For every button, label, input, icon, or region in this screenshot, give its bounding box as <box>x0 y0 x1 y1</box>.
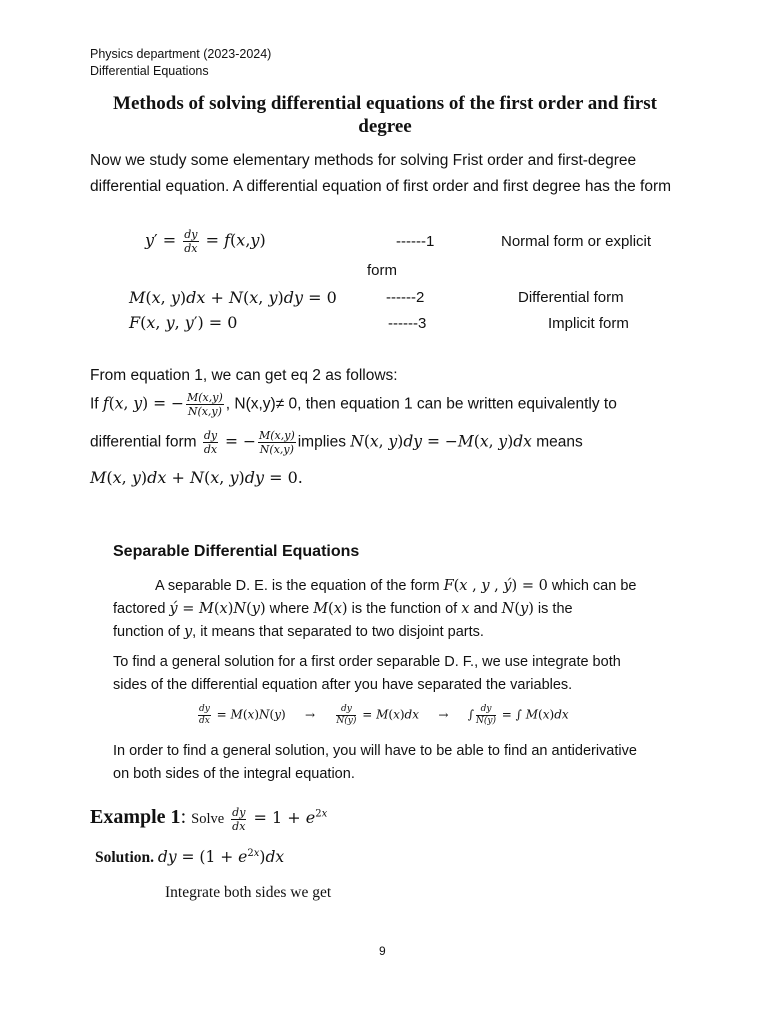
arrow-icon: → <box>305 707 316 722</box>
separable-paragraph-2: To find a general solution for a first order separable D. F., we use integrate both sides of the differential equation after you have separated the variables. <box>113 654 621 693</box>
header-course: Differential Equations <box>90 64 209 78</box>
page-title: Methods of solving differential equations of the first order and first degree <box>113 93 657 137</box>
separable-paragraph-3: In order to find a general solution, you will have to be able to find an antiderivative on both sides of the integral equation. <box>113 743 637 782</box>
equation-2-label: Differential form <box>518 289 624 306</box>
equation-2-tag: ------2 <box>386 289 425 306</box>
equation-1-label-cont: form <box>367 262 397 279</box>
equation-normal-form: y′ = $\frac{dy}{dx}$ = f(x,y) <box>145 228 266 255</box>
separable-line-3: function of y, it means that separated to two disjoint parts. <box>113 624 484 640</box>
equation-3-tag: ------3 <box>388 315 427 332</box>
equation-3-label: Implicit form <box>548 315 629 332</box>
equation-differential-form: M(x, y)dx + N(x, y)dy = 0 <box>129 288 337 307</box>
equation-implicit-form: F(x, y, y′) = 0 <box>129 313 238 332</box>
intro-paragraph: Now we study some elementary methods for solving Frist order and first-degree differential equation. A differential equation of first order and first degree has the form <box>90 152 672 195</box>
derivation-differential-form: differential form $\frac{dy}{dx}$ = − $\frac{M(x,y)}{N(x,y)}$ implies N(x, y)dy = −M(x, y)dx means <box>90 429 583 456</box>
header-department: Physics department (2023-2024) <box>90 47 272 61</box>
example-statement: Example 1: Solve $\frac{dy}{dx}$ = $1 + e^{2x}$ <box>90 805 328 833</box>
integrate-text: Integrate both sides we get <box>165 884 332 901</box>
separation-chain: $\frac{dy}{dx}$ = M(x)N(y) → $\frac{dy}{N(y)}$ = M(x)dx → ∫ $\frac{dy}{N(y)}$ = ∫ M(x)dx <box>199 704 569 726</box>
arrow-icon: → <box>438 707 449 722</box>
solution-line: Solution. dy = $(1 + e^{2x})dx$ <box>95 848 285 867</box>
derivation-intro: From equation 1, we can get eq 2 as follows: <box>90 367 398 384</box>
separable-line-2: factored ý = M(x)N(y) where M(x) is the function of x and N(y) is the <box>113 601 573 617</box>
page-number: 9 <box>379 944 386 958</box>
equation-1-tag: ------1 <box>396 233 435 250</box>
separable-line-1: A separable D. E. is the equation of the form F(x , y , ý) = 0 which can be <box>155 578 637 594</box>
derivation-result: M(x, y)dx + N(x, y)dy = 0. <box>90 468 303 487</box>
section-heading-separable: Separable Differential Equations <box>113 543 360 560</box>
equation-1-label: Normal form or explicit <box>501 233 652 250</box>
derivation-condition: If f(x, y) = − $\frac{M(x,y)}{N(x,y)}$ , N(x,y)≠ 0, then equation 1 can be written equivalently to <box>90 391 617 418</box>
